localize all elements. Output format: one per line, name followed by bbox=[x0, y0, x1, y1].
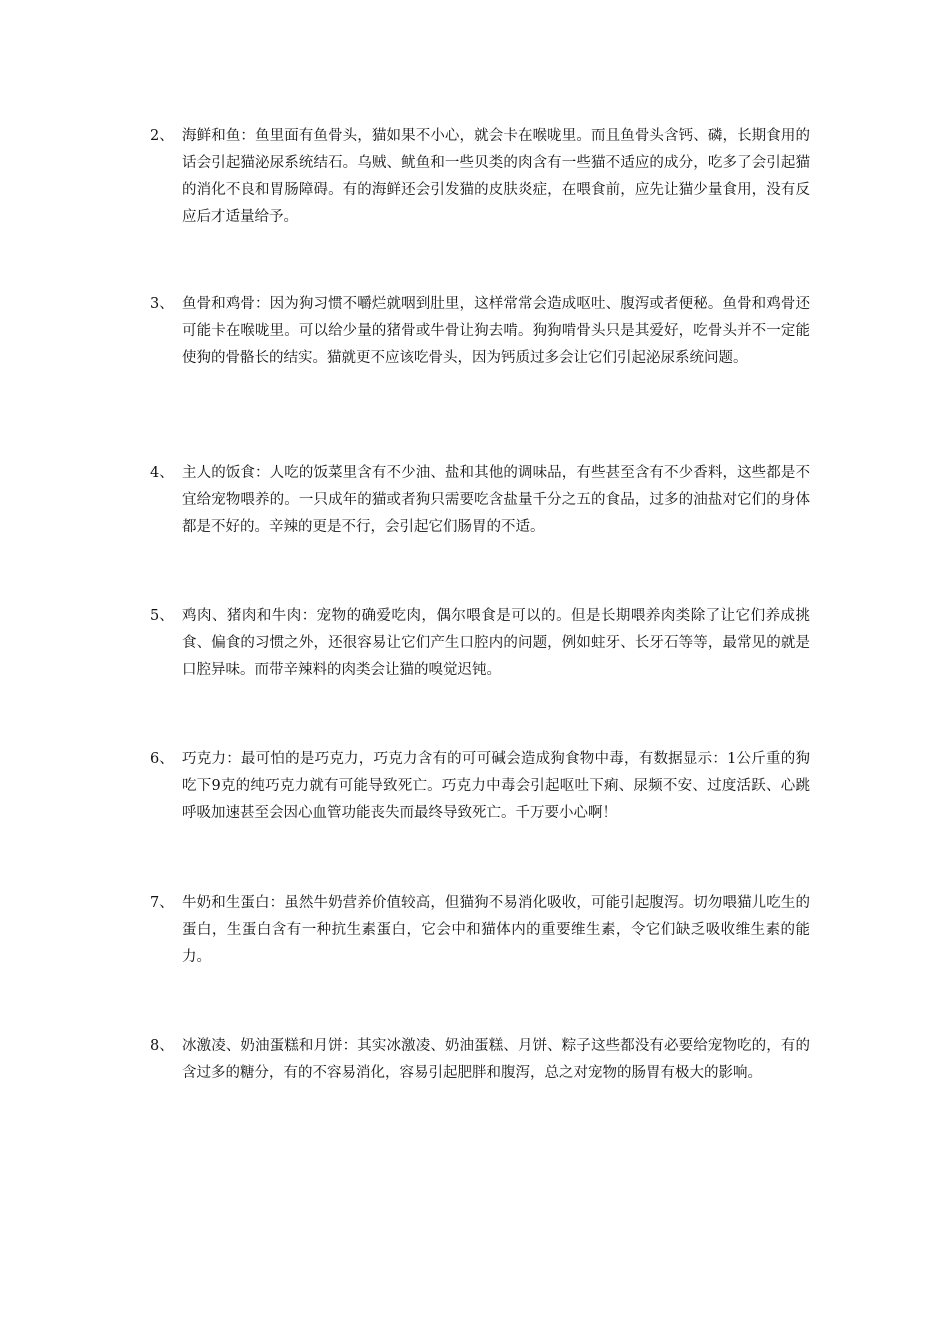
list-item-8 bbox=[150, 1033, 810, 1087]
item-text: 海鲜和鱼：鱼里面有鱼骨头，猫如果不小心，就会卡在喉咙里。而且鱼骨头含钙、磷，长期食用的话会引起猫泌尿系统结石。乌贼、鱿鱼和一些贝类的肉含有一些猫不适应的成分，吃多了会引起猫的消化不良和胃肠障碍。有的海鲜还会引发猫的皮肤炎症，在喂食前，应先让猫少量食用，没有反应后才适量给予。 bbox=[182, 128, 810, 225]
item-text: 牛奶和生蛋白：虽然牛奶营养价值较高，但猫狗不易消化吸收，可能引起腹泻。切勿喂猫儿吃生的蛋白，生蛋白含有一种抗生素蛋白，它会中和猫体内的重要维生素，令它们缺乏吸收维生素的能力。 bbox=[182, 895, 810, 965]
item-text: 巧克力：最可怕的是巧克力，巧克力含有的可可碱会造成狗食物中毒，有数据显示：1公斤重的狗吃下9克的纯巧克力就有可能导致死亡。巧克力中毒会引起呕吐下痢、尿频不安、过度活跃、心跳呼吸加速甚至会因心血管功能丧失而最终导致死亡。千万要小心啊！ bbox=[182, 751, 810, 821]
item-number: 4、 bbox=[150, 465, 174, 481]
item-number: 7、 bbox=[150, 895, 174, 911]
list-item-2 bbox=[150, 123, 810, 231]
item-text: 鸡肉、猪肉和牛肉：宠物的确爱吃肉，偶尔喂食是可以的。但是长期喂养肉类除了让它们养成挑食、偏食的习惯之外，还很容易让它们产生口腔内的问题，例如蛀牙、长牙石等等，最常见的就是口腔异味。而带辛辣料的肉类会让猫的嗅觉迟钝。 bbox=[182, 608, 810, 678]
item-text: 鱼骨和鸡骨：因为狗习惯不嚼烂就咽到肚里，这样常常会造成呕吐、腹泻或者便秘。鱼骨和鸡骨还可能卡在喉咙里。可以给少量的猪骨或牛骨让狗去啃。狗狗啃骨头只是其爱好，吃骨头并不一定能使狗的骨骼长的结实。猫就更不应该吃骨头，因为钙质过多会让它们引起泌尿系统问题。 bbox=[182, 296, 810, 366]
item-number: 5、 bbox=[150, 608, 174, 624]
item-number: 6、 bbox=[150, 751, 174, 767]
item-number: 2、 bbox=[150, 128, 174, 144]
list-item-3 bbox=[150, 291, 810, 372]
item-number: 3、 bbox=[150, 296, 174, 312]
list-item-6 bbox=[150, 746, 810, 827]
list-item-5 bbox=[150, 603, 810, 684]
item-text: 冰激凌、奶油蛋糕和月饼：其实冰激凌、奶油蛋糕、月饼、粽子这些都没有必要给宠物吃的，有的含过多的糖分，有的不容易消化，容易引起肥胖和腹泻，总之对宠物的肠胃有极大的影响。 bbox=[182, 1038, 810, 1081]
list-item-7 bbox=[150, 890, 810, 971]
list-item-4 bbox=[150, 460, 810, 541]
item-number: 8、 bbox=[150, 1038, 174, 1054]
item-text: 主人的饭食：人吃的饭菜里含有不少油、盐和其他的调味品，有些甚至含有不少香料，这些都是不宜给宠物喂养的。一只成年的猫或者狗只需要吃含盐量千分之五的食品，过多的油盐对它们的身体都是不好的。辛辣的更是不行，会引起它们肠胃的不适。 bbox=[182, 465, 810, 535]
